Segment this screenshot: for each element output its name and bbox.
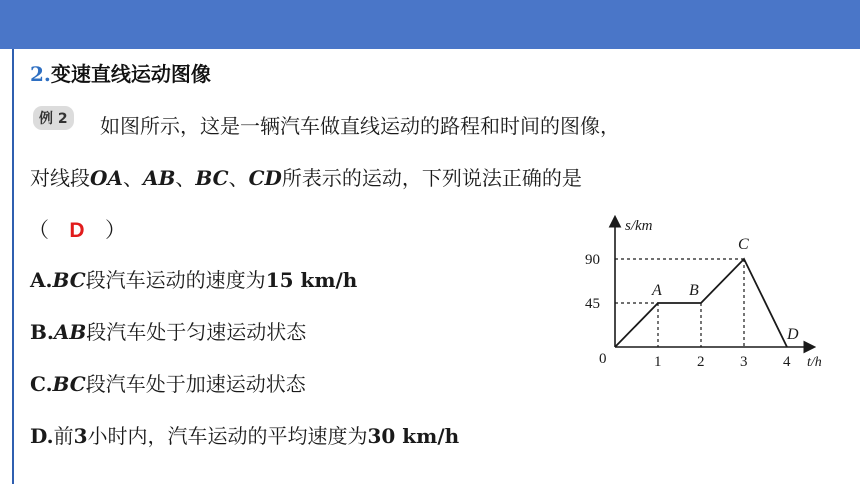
paren-open: （ [28, 218, 49, 242]
point-label-a: A [652, 282, 662, 299]
x-axis-label: t/h [807, 355, 822, 370]
origin-label: 0 [599, 351, 607, 367]
option-d[interactable] [30, 420, 459, 449]
left-accent-line [12, 49, 14, 484]
answer-letter: D [69, 219, 85, 242]
option-d-number: 3 [73, 424, 88, 448]
separator: 、 [175, 166, 196, 190]
title-bar [0, 0, 860, 49]
option-b[interactable] [30, 316, 306, 345]
section-title: 变速直线运动图像 [50, 62, 211, 86]
option-c-letter: C. [30, 372, 53, 396]
option-d-letter: D. [30, 424, 54, 448]
option-b-segment: AB [53, 320, 87, 344]
segment-bc: BC [195, 166, 229, 190]
point-label-c: C [738, 236, 749, 253]
section-heading [30, 58, 211, 87]
option-d-text-a: 前 [53, 424, 74, 448]
option-d-text-b: 小时内，汽车运动的平均速度为 [87, 424, 368, 448]
question-line-1: 如图所示，这是一辆汽车做直线运动的路程和时间的图像， [100, 114, 620, 138]
answer-line [28, 214, 126, 244]
separator: 、 [122, 166, 143, 190]
question-line-2 [30, 162, 582, 191]
x-tick-label-1: 1 [654, 354, 662, 370]
example-badge: 例 2 [33, 106, 74, 130]
y-tick-label-45: 45 [585, 296, 600, 312]
paren-close: ） [105, 218, 126, 242]
option-a-segment: BC [52, 268, 86, 292]
option-c[interactable] [30, 368, 306, 397]
question-suffix: 所表示的运动，下列说法正确的是 [281, 166, 582, 190]
option-a[interactable] [30, 264, 357, 293]
option-b-text: 段汽车处于匀速运动状态 [86, 320, 307, 344]
segment-cd: CD [248, 166, 282, 190]
option-a-value: 15 km/h [265, 268, 358, 292]
option-c-segment: BC [52, 372, 86, 396]
x-tick-label-3: 3 [740, 354, 748, 370]
segment-oa: OA [90, 166, 123, 190]
option-a-text: 段汽车运动的速度为 [85, 268, 266, 292]
x-tick-label-2: 2 [697, 354, 705, 370]
separator: 、 [228, 166, 249, 190]
y-tick-label-90: 90 [585, 252, 600, 268]
distance-time-chart [575, 210, 835, 380]
option-b-letter: B. [30, 320, 54, 344]
option-d-value: 30 km/h [367, 424, 460, 448]
x-tick-label-4: 4 [783, 354, 791, 370]
section-number: 2. [30, 62, 51, 86]
point-label-b: B [689, 282, 699, 299]
point-label-d: D [787, 326, 799, 343]
segment-ab: AB [142, 166, 176, 190]
question-prefix: 对线段 [30, 166, 90, 190]
option-c-text: 段汽车处于加速运动状态 [85, 372, 306, 396]
option-a-letter: A. [30, 268, 53, 292]
y-axis-label: s/km [625, 218, 653, 234]
